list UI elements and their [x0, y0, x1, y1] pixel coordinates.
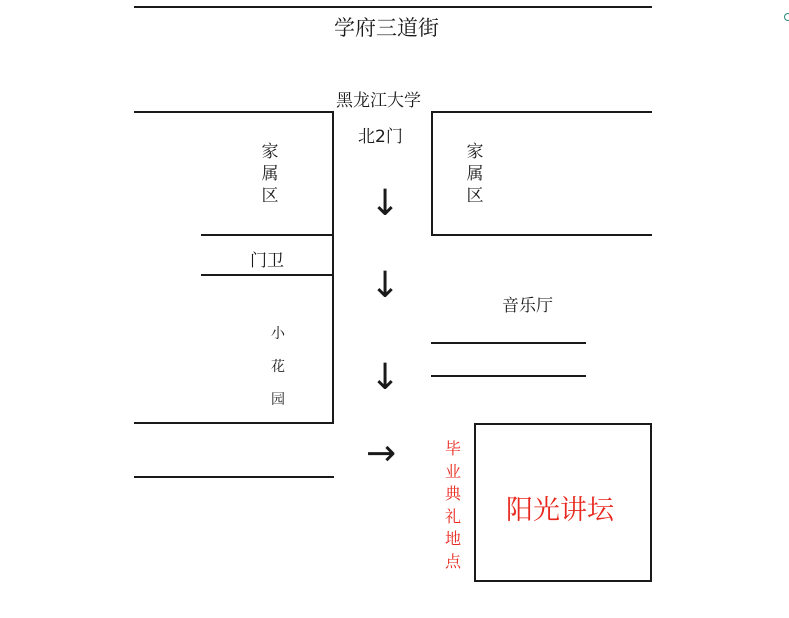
left-block-top — [134, 111, 334, 113]
street-top-line — [134, 6, 652, 8]
music-hall-line-1 — [431, 342, 586, 344]
forum-label: 阳光讲坛 — [506, 495, 614, 526]
right-arrow: → — [366, 433, 397, 474]
down-arrow-1: ↓ — [370, 183, 401, 224]
right-block-bottom — [431, 234, 652, 236]
right-block-left — [431, 111, 433, 236]
music-hall-line-2 — [431, 375, 586, 377]
ceremony-location-label: 毕 业 典 礼 地 点 — [444, 439, 461, 571]
guard-bottom — [201, 274, 334, 276]
left-road-edge — [332, 111, 334, 424]
right-housing-label: 家 属 区 — [466, 142, 484, 206]
right-block-top — [431, 111, 652, 113]
university-label: 黑龙江大学 — [336, 91, 421, 111]
down-arrow-3: ↓ — [370, 357, 401, 398]
guard-label: 门卫 — [250, 251, 284, 271]
garden-bottom — [134, 422, 334, 424]
street-label: 学府三道街 — [334, 16, 439, 40]
gate-label: 北2门 — [358, 127, 403, 147]
garden-label: 小 花 园 — [271, 326, 285, 408]
music-hall-label: 音乐厅 — [502, 296, 553, 316]
lower-road-line — [134, 476, 334, 478]
guard-top — [201, 234, 334, 236]
left-housing-label: 家 属 区 — [261, 142, 279, 206]
edge-mark-icon — [784, 13, 789, 21]
down-arrow-2: ↓ — [370, 265, 401, 306]
